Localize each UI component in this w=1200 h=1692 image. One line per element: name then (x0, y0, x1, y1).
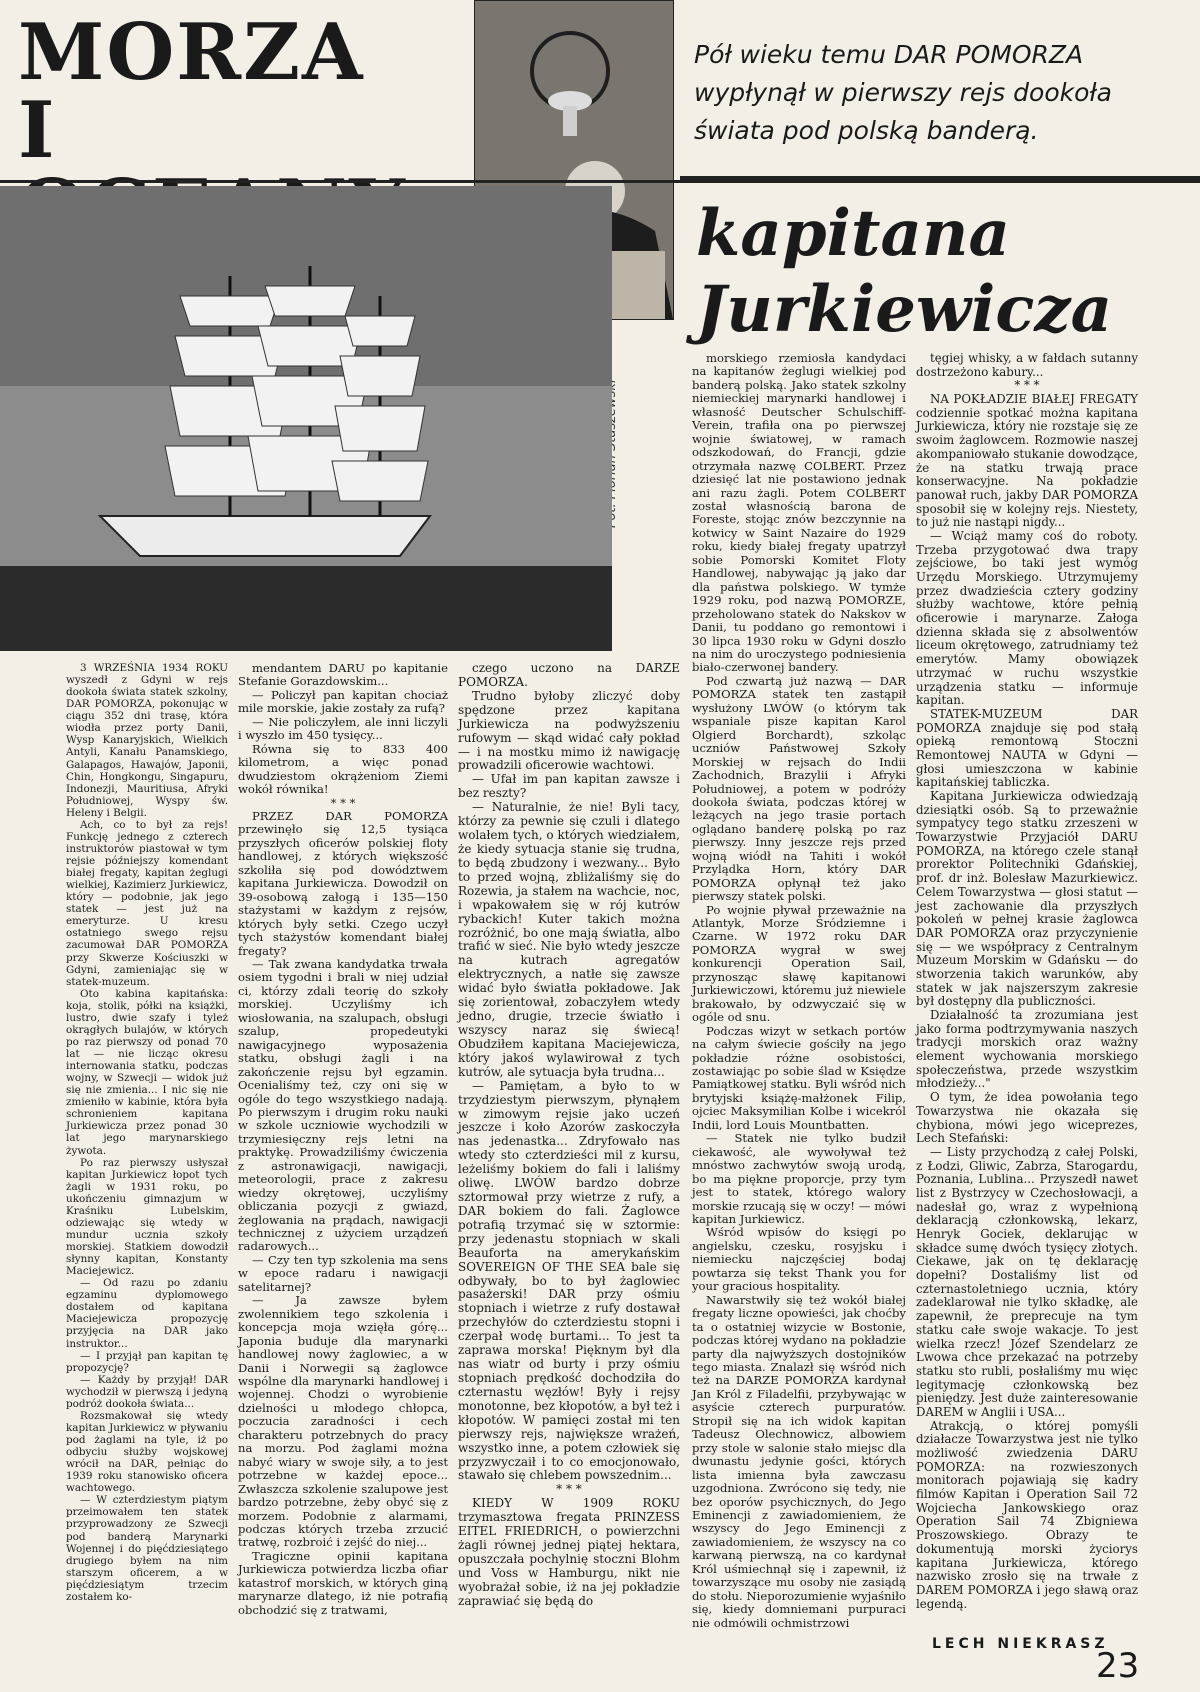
paragraph: — Naturalnie, że nie! Byli tacy, którzy za pewnie się czuli i dlatego wolałem tych, o których wiedziałem, że kiedy sytuacja stanie się trudna, to będą zbudzony i wezwany... Było to przed wojną, zbliżaliśmy się do Rozewia, ja stałem na wachcie, noc, i wpakowałem się w rój kutrów rybackich! Kuter takich można rozróżnić, bo one mają światła, albo trafić w sieć. Nie było wtedy jeszcze na kutrach agregatów elektrycznych, a natłe się zawsze widać było światła pokładowe. Jak się zorientował, zobaczyłem wtedy jedno, drugie, trzecie światło i wszyscy naraz się świecą! Obudziłem kapitana Maciejewicza, który jakoś wylawirował z tych kutrów, ale sytuacja była trudna... (458, 800, 680, 1079)
paragraph: Podczas wizyt w setkach portów na całym świecie gościły na jego pokładzie różne osobistości, zostawiając po sobie ślad w Księdze Pamiątkowej statku. Byli wśród nich brytyjski książę-małżonek Filip, ojciec Maksymilian Kolbe i wicekról Indii, lord Louis Mountbatten. (692, 1023, 906, 1132)
article-column-5 (916, 352, 1138, 1611)
paragraph: Rozsmakował się wtedy kapitan Jurkiewicz w pływaniu pod żaglami na tyle, iż po odbyciu służby wojskowej wrócił na DAR, pełniąc do 1939 roku stanowisko oficera wachtowego. (66, 1409, 228, 1495)
paragraph: Atrakcją, o której pomyśli działacze Towarzystwa jest nie tylko możliwość zwiedzenia DARU POMORZA: na rozwieszonych monitorach pojawiają się kadry filmów Kapitan i Operation Sail 72 Wojciecha Jankowskiego oraz Operation Sail 74 Zbigniewa Proszowskiego. Obrazy te dokumentują morski życiorys kapitana Jurkiewicza, którego nazwisko zrosło się na trwałe z DAREM POMORZA i jego sławą oraz legendą. (916, 1418, 1138, 1611)
subtitle-rule (680, 176, 1200, 180)
paragraph: — I przyjął pan kapitan tę propozycję? (66, 1349, 228, 1374)
paragraph: czego uczono na DARZE POMORZA. (458, 661, 680, 689)
subtitle: Pół wieku temu DAR POMORZA wypłynął w pierwszy rejs dookoła świata pod polską banderą. (694, 40, 1112, 145)
paragraph: Oto kabina kapitańska: koja, stolik, półki na książki, lustro, dwie szafy i tyleż okrągłych bulajów, w których po raz pierwszy od ponad 70 lat — nie licząc okresu internowania statku, podczas wojny, w Szwecji — widok już się nie zmienia... I nic się nie zmieniło w kabinie, która była schronieniem kapitana Jurkiewicza przez ponad 30 lat jego marynarskiego żywota. (66, 987, 228, 1157)
paragraph: 3 WRZEŚNIA 1934 ROKU wyszedł z Gdyni w rejs dookoła świata statek szkolny, DAR POMORZA, pokonując w ciągu 352 dni trasę, która wiodła przez porty Danii, Wysp Kanaryjskich, Wielkich Antyli, Kanału Panamskiego, Galapagos, Hawajów, Japonii, Chin, Hongkongu, Singapuru, Indonezji, Mauritiusa, Afryki Południowej, Wyspy św. Heleny i Belgii. (66, 662, 228, 819)
paragraph: — Ja zawsze byłem zwolennikiem tego szkolenia i koncepcja moja wzięła górę... Japonia buduje dla marynarki handlowej nowy żaglowiec, a w Danii i Norwegii są żaglowce wspólne dla marynarki handlowej i wojennej. Chodzi o wyrobienie dzielności u młodego chłopca, poczucia zaradności i cech charakteru potrzebnych do pracy na morzu. Pod żaglami można nabyć wiary w swoje siły, a to jest potrzebne w każdej epoce... Zwłaszcza szkolenie szalupowe jest bardzo potrzebne, żeby obyć się z morzem. Podobnie z alarmami, podczas których trzeba zrzucić tratwę, rozbroić i zejść do niej... (238, 1293, 448, 1550)
author-signature: LECH NIEKRASZ (932, 1636, 1109, 1652)
section-title-line1: MORZA (18, 7, 365, 98)
paragraph: KIEDY W 1909 ROKU trzymasztowa fregata PRINZESS EITEL FRIEDRICH, o powierzchni żagli równej jednej piątej hektara, opuszczała pochylnię stoczni Blohm und Voss w Hamburgu, nikt nie wyobrażał sobie, iż na jej pokładzie zaprawiać się będą do (458, 1496, 680, 1608)
headline-line2: Jurkiewicza (696, 272, 1113, 347)
paragraph: morskiego rzemiosła kandydaci na kapitanów żeglugi wielkiej pod banderą polską. Jako statek szkolny niemieckiej marynarki handlowej i własność Deutscher Schulschiff-Verein, trafiła ona po pierwszej wojnie światowej, w ramach odszkodowań, do Francji, gdzie otrzymała nazwę COLBERT. Przez dziesięć lat nie postawiono jednak ani razu żagli. Potem COLBERT został własnością barona de Foreste, stojąc znów bezczynnie na kotwicy w Saint Nazaire do 1929 roku, kiedy białej fregaty upatrzył sobie Pomorski Komitet Floty Handlowej, nabywając ją jako dar dla państwa polskiego. W tymże 1929 roku, pod nazwą POMORZE, przeholowano statek do Nakskov w Danii, tu poddano go remontowi i 30 lipca 1930 roku w Gdyni doszło na nim do uroczystego podniesienia biało-czerwonej bandery. (692, 351, 906, 675)
ship-photo (0, 186, 612, 651)
paragraph: NA POKŁADZIE BIAŁEJ FREGATY codziennie spotkać można kapitana Jurkiewicza, który nie rozstaje się ze swoim żaglowcem. Rozmowie naszej akompaniowało stukanie dowodzące, że na statku trwają prace konserwacyjne. Na pokładzie panował ruch, jakby DAR POMORZA sposobił się w kolejny rejs. Niestety, to już nie nastąpi nigdy... (916, 392, 1139, 530)
paragraph: — Tak zwana kandydatka trwała osiem tygodni i brali w niej udział ci, którzy zdali teorię do szkoły morskiej. Uczyliśmy ich wiosłowania, na szalupach, obsługi szalup, propedeutyki nawigacyjnego wyposażenia statku, obsługi żagli i na zakończenie rejsu był egzamin. Ocenialiśmy też, czy oni się w ogóle do tego wszystkiego nadają. Po pierwszym i drugim roku nauki w szkole uczniowie wychodzili w trzymiesięczny rejs letni na praktykę. Prowadziliśmy ćwiczenia z astronawigacji, nawigacji, meteorologii, prace z zakresu wiedzy okrętowej, uczyliśmy obliczania pozycji z gwiazd, żeglowania na prądach, nawigacji technicznej z użyciem urządzeń radarowych... (238, 956, 448, 1254)
paragraph: Trudno byłoby zliczyć doby spędzone przez kapitana Jurkiewicza na podwyższeniu rufowym — skąd widać cały pokład — i na mostku mimo iż nawigację prowadzili oficerowie wachtowi. (458, 688, 680, 773)
top-rule (0, 180, 1200, 183)
paragraph: mendantem DARU po kapitanie Stefanie Gorazdowskim... (238, 661, 448, 689)
paragraph: — Wciąż mamy coś do roboty. Trzeba przygotować dwa trapy zejściowe, bo taki jest wymóg Urzędu Morskiego. Utrzymujemy przez dwadzieścia cztery godziny służby wachtowe, które pełnią oficerowie i marynarze. Załoga dzienna składa się z absolwentów liceum okrętowego, zatrudniamy też emerytów. Mamy obowiązek utrzymać w ruchu wszystkie urządzenia statku — informuje kapitan. (916, 528, 1138, 708)
page-number: 23 (1096, 1646, 1140, 1686)
paragraph: Działalność ta zrozumiana jest jako forma podtrzymywania naszych tradycji morskich oraz ważny element wychowania morskiego społeczeństwa, przede wszystkim młodzieży..." (916, 1008, 1138, 1091)
paragraph: PRZEZ DAR POMORZA przewinęło się 12,5 tysiąca przyszłych oficerów polskiej floty handlowej, z których większość szkoliła się pod dowództwem kapitana Jurkiewicza. Dowodził on 39-osobową załogą i 135—150 stażystami w każdym z rejsów, których były setki. Czego uczył tych stażystów komendant białej fregaty? (238, 808, 448, 958)
paragraph: O tym, że idea powołania tego Towarzystwa nie okazała się chybiona, mówi jego wiceprezes, Lech Stefański: (916, 1090, 1138, 1146)
article-column-2 (238, 662, 448, 1617)
paragraph: Tragiczne opinii kapitana Jurkiewicza potwierdza liczba ofiar katastrof morskich, w których giną marynarze dlatego, iż nie potrafią obchodzić się z tratwami, (238, 1548, 448, 1617)
section-break: * * * (1014, 378, 1040, 393)
article-column-3 (458, 662, 680, 1609)
headline-line1: kapitana (696, 196, 1010, 271)
paragraph: — Od razu po zdaniu egzaminu dyplomowego dostałem od kapitana Maciejewicza propozycję przyjęcia na DAR jako instruktor... (66, 1277, 228, 1350)
paragraph: Nawarstwiły się też wokół białej fregaty liczne opowieści, jak choćby ta o ostatniej wizycie w Bostonie, podczas której wydano na pokładzie party dla najwyższych dostojników tego miasta. Znalazł się wśród nich też na DARZE POMORZA kardynał Jan Król z Filadelfii, przybywając w asyście czterech purpuratów. Stropił się na ich widok kapitan Tadeusz Olechnowicz, albowiem przy stole w salonie stało miejsc dla dwunastu jedynie gości, których lista imienna była zawczasu uzgodniona. Zwrócono się tedy, nie bez oporów psychicznych, do Jego Eminencji z zawiadomieniem, że wszyscy do Jego Eminencji z zawiadomieniem, że wszyscy na co karwaną pierwszą, na co kardynał Król uśmiechnął się i zapewnił, iż towarzyszące mu osoby nie zasiądą do stołu. Nieporozumienie wyjaśniło się, kiedy domniemani purpuraci nie odmówili ochmistrzowi (692, 1292, 906, 1630)
paragraph: — Pamiętam, a było to w trzydziestym pierwszym, płynąłem w zimowym rejsie jako uczeń jeszcze i koło Azorów zaskoczyła nas jedenastka... Zdryfowało nas wtedy sto czterdzieści mil z kursu, leżeliśmy bokiem do fali i laliśmy oliwę. LWÓW bardzo dobrze sztormował przy wietrze z rufy, a DAR bokiem do fali. Żaglowce potrafią trzymać się w sztormie: przy jedenastu stopniach w skali Beauforta na amerykańskim SOVEREIGN OF THE SEA bale się odbywały, bo to był żaglowiec pasażerski! DAR przy ośmiu stopniach i wietrze z rufy dostawał przechyłów do czterdziestu stopni i czerpał wodę burtami... To jest ta zaprawa morska! Pięknym był dla nas wiatr od burty i przy ośmiu stopniach prędkość dochodziła do czternastu węzłów! Były i rejsy monotonne, bez kłopotów, a był też i kłopotów. W pamięci został mi ten pierwszy rejs, największe wrażeń, wszystko inne, a potem człowiek się przyzwyczaił i to co emocjonowało, stawało się chlebem powszednim... (458, 1078, 680, 1483)
paragraph: Wśród wpisów do księgi po angielsku, czesku, rosyjsku i niemiecku najczęściej bodaj powtarza się tekst Thank you for your gracious hospitality. (692, 1225, 906, 1294)
paragraph: Po wojnie pływał przeważnie na Atlantyk, Morze Śródziemne i Czarne. W 1972 roku DAR POMORZA wygrał w swej konkurencji Operation Sail, przynosząc sławę kapitanowi Jurkiewiczowi, któremu już niewiele brakowało, by odzwyczaić się w ogóle od snu. (692, 902, 906, 1025)
section-title-line2: I (18, 85, 57, 176)
paragraph: — Policzył pan kapitan chociaż mile morskie, jakie zostały za rufą? (238, 687, 448, 716)
paragraph: — Każdy by przyjął! DAR wychodził w pierwszą i jedyną podróż dookoła świata... (66, 1373, 228, 1410)
section-break: * * * (556, 1482, 582, 1497)
paragraph: tęgiej whisky, a w fałdach sutanny dostrzeżono kabury... (916, 351, 1138, 379)
headline (696, 196, 1176, 348)
paragraph: — W czterdziestym piątym przeimowałem ten statek przyprowadzony ze Szwecji pod banderą Marynarki Wojennej i do pięćdziesiątego drugiego byłem na nim starszym oficerem, a w pięćdziesiątym trzecim zostałem ko- (66, 1494, 228, 1603)
section-break: * * * (330, 795, 356, 810)
paragraph: Kapitana Jurkiewicza odwiedzają dziesiątki osób. Są to przeważnie sympatycy tego statku zrzeszeni w Towarzystwie Przyjaciół DARU POMORZA, na którego czele stanął prorektor Politechniki Gdańskiej, prof. dr inż. Bolesław Mazurkiewicz. Celem Towarzystwa — głosi statut — jest zachowanie dla przyszłych pokoleń w pełnej krasie żaglowca DAR POMORZA oraz przyczynienie się — we współpracy z Centralnym Muzeum Morskim w Gdańsku — do stworzenia takich warunków, aby statek w jak najszerszym zakresie był dostępny dla publiczności. (916, 789, 1138, 1009)
article-column-1 (66, 662, 228, 1603)
paragraph: Równa się to 833 400 kilometrom, a więc ponad dwudziestom okrążeniom Ziemi wokół równika! (238, 741, 448, 797)
paragraph: — Ufał im pan kapitan zawsze i bez reszty? (458, 772, 680, 801)
paragraph: — Listy przychodzą z całej Polski, z Łodzi, Gliwic, Zabrza, Starogardu, Poznania, Lublina... Przyszedł nawet list z Bystrzycy w Czechosłowacji, a nadesłał go, wraz z wypełnioną deklaracją członkowską, lekarz, Henryk Gociek, deklarując w składce sumę dwóch tysięcy złotych. Ciekawe, jak on tę deklarację dopełni? Dostaliśmy list od czternastoletniego ucznia, który zadeklarował nie tylko składkę, ale zapewnił, że preprecuje na tym statku całe swoje wakacje. To jest wielka rzecz! Józef Szendelarz ze Lwowa chce przekazać na potrzeby statku sto rubli, posłaliśmy mu więc legitymację członkowską bez pieniędzy. Jest duże zainteresowanie DAREM w Anglii i USA... (916, 1144, 1138, 1419)
paragraph: Ach, co to był za rejs! Funkcję jednego z czterech instruktorów piastował w tym rejsie późniejszy komendant białej fregaty, kapitan żeglugi wielkiej, Kazimierz Jurkiewicz, który — podobnie, jak jego statek — jest już na emeryturze. U kresu ostatniego swego rejsu zacumował DAR POMORZA przy Skwerze Kościuszki w Gdyni, zamieniając się w statek-muzeum. (66, 818, 228, 988)
ship-photo-illustration (0, 186, 612, 651)
paragraph: — Czy ten typ szkolenia ma sens w epoce radaru i nawigacji satelitarnej? (238, 1252, 448, 1294)
paragraph: Po raz pierwszy usłyszał kapitan Jurkiewicz łopot tych żagli w 1931 roku, po ukończeniu gimnazjum w Kraśniku Lubelskim, odziewając się wtedy w mundur ucznia szkoły morskiej. Statkiem dowodził słynny kapitan, Konstanty Maciejewicz. (66, 1156, 228, 1278)
paragraph: — Statek nie tylko budził ciekawość, ale wywoływał też mnóstwo zachwytów swoją urodą, bo ma piękne proporcje, przy tym jest to statek, którego walory morskie rzucają się w oczy! — mówi kapitan Jurkiewicz. (692, 1131, 906, 1226)
paragraph: — Nie policzyłem, ale inni liczyli i wyszło im 450 tysięcy... (238, 714, 448, 743)
paragraph: STATEK-MUZEUM DAR POMORZA znajduje się pod stałą opieką remontową Stoczni Remontowej NAUTA w Gdyni — głosi umieszczona w kabinie kapitańskiej tabliczka. (916, 706, 1138, 790)
paragraph: Pod czwartą już nazwą — DAR POMORZA statek ten zastąpił wysłużony LWÓW (o którym tak wspaniale pisze kapitan Karol Olgierd Borchardt), szkoląc uczniów Państwowej Szkoły Morskiej w rejsach do Indii Zachodnich, Brazylii i Afryki Południowej, a potem w podróży dookoła świata, podczas której w leżących na jego trasie portach oglądano banderę polską po raz pierwszy. Inny jeszcze rejs przed wojną wiódł na Tahiti i wokół Przylądka Horn, który DAR POMORZA opłynął też jako pierwszy statek polski. (692, 673, 906, 904)
article-column-4 (692, 352, 906, 1630)
